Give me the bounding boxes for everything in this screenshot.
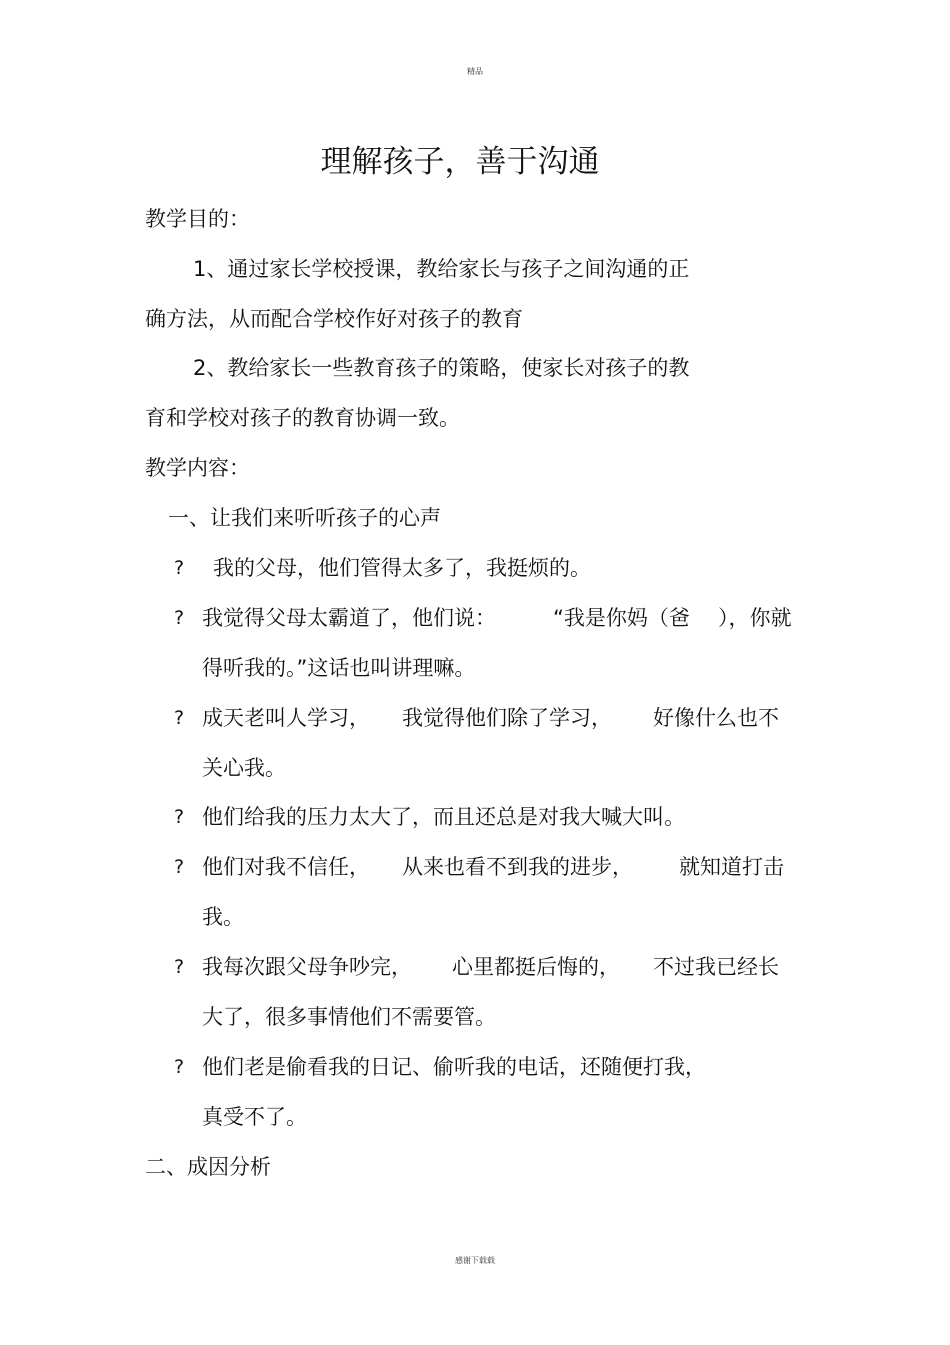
list-item: 我的父母，他们管得太多了，我挺烦的。 [213, 556, 591, 580]
bullet-marker: ? [174, 956, 185, 978]
bullet-marker: ? [174, 607, 185, 629]
objective-1-line-2: 确方法，从而配合学校作好对孩子的教育 [145, 307, 523, 331]
list-item: “我是你妈（爸 [553, 606, 690, 630]
list-item: 成天老叫人学习， [202, 706, 370, 730]
list-item: 真受不了。 [202, 1105, 307, 1129]
objective-2-line-1: 2、教给家长一些教育孩子的策略，使家长对孩子的教 [193, 356, 690, 380]
content-heading: 教学内容： [145, 456, 250, 480]
bullet-marker: ? [174, 856, 185, 878]
list-item: 得听我的。”这话也叫讲理嘛。 [202, 656, 476, 680]
bullet-marker: ? [174, 806, 185, 828]
list-item: 心里都挺后悔的， [452, 955, 620, 979]
objectives-heading: 教学目的： [145, 207, 250, 231]
list-item: ），你就 [718, 606, 792, 630]
list-item: 我。 [202, 905, 244, 929]
list-item: 关心我。 [202, 756, 286, 780]
bullet-marker: ? [174, 707, 185, 729]
page-footer: 感谢下载载 [455, 1256, 495, 1265]
list-item: 我每次跟父母争吵完， [202, 955, 412, 979]
list-item: 就知道打击 [679, 855, 784, 879]
objective-2-line-2: 育和学校对孩子的教育协调一致。 [145, 406, 460, 430]
document-title: 理解孩子，善于沟通 [320, 144, 600, 180]
list-item: 从来也看不到我的进步， [402, 855, 633, 879]
list-item: 好像什么也不 [653, 706, 779, 730]
list-item: 大了，很多事情他们不需要管。 [202, 1005, 496, 1029]
section-1-heading: 一、让我们来听听孩子的心声 [168, 506, 441, 530]
list-item: 他们对我不信任， [202, 855, 370, 879]
list-item: 我觉得他们除了学习， [402, 706, 612, 730]
bullet-marker: ? [174, 1056, 185, 1078]
page-header: 精品 [467, 67, 483, 76]
list-item: 他们老是偷看我的日记、偷听我的电话，还随便打我， [202, 1055, 706, 1079]
list-item: 不过我已经长 [653, 955, 779, 979]
section-2-heading: 二、成因分析 [145, 1155, 271, 1179]
list-item: 他们给我的压力太大了，而且还总是对我大喊大叫。 [202, 805, 685, 829]
list-item: 我觉得父母太霸道了，他们说： [202, 606, 496, 630]
objective-1-line-1: 1、通过家长学校授课，教给家长与孩子之间沟通的正 [193, 257, 690, 281]
bullet-marker: ? [174, 557, 185, 579]
